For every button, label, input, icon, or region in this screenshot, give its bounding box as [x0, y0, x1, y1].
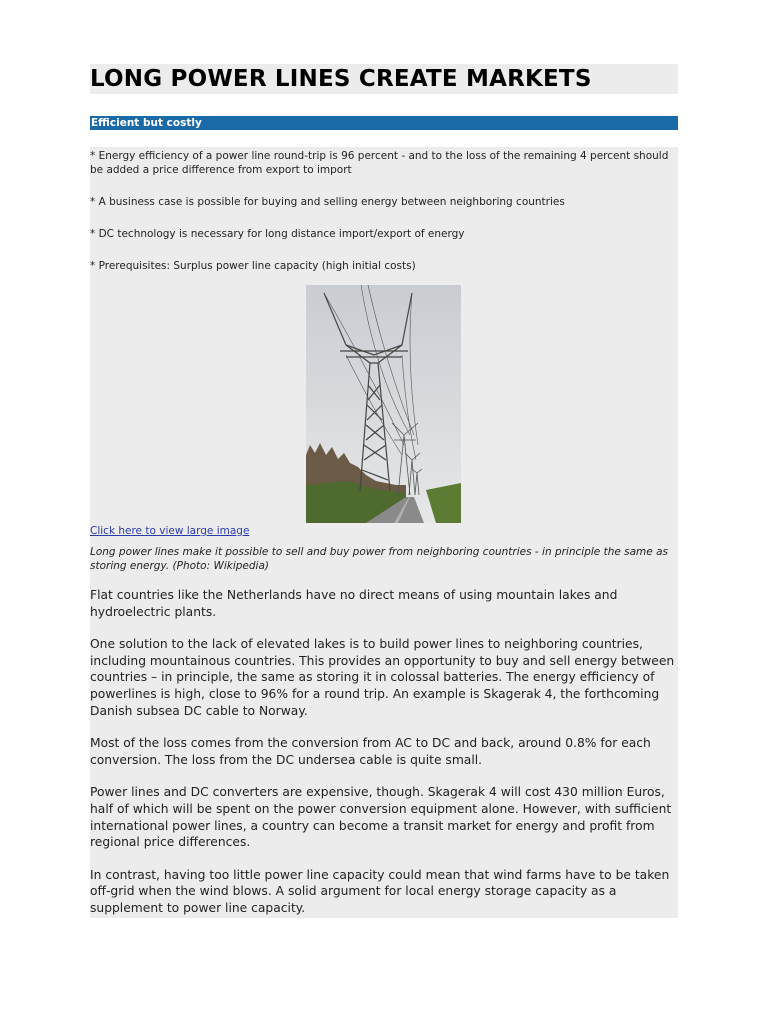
article-body: [90, 147, 678, 918]
section-heading: Efficient but costly: [90, 116, 678, 130]
bullet-prerequisites: * Prerequisites: Surplus power line capacity (high initial costs): [90, 260, 416, 272]
view-large-image-link[interactable]: Click here to view large image: [90, 525, 250, 537]
paragraph-5: In contrast, having too little power line capacity could mean that wind farms have to be taken off-grid when the wind blows. A solid argument for local energy storage capacity as a supplement to power line capacity.: [90, 867, 670, 915]
bullet-efficiency: * Energy efficiency of a power line round-trip is 96 percent - and to the loss of the remaining 4 percent should be added a price difference from export to import: [90, 150, 669, 176]
pylon-photo-icon: [306, 285, 461, 523]
paragraph-4: Power lines and DC converters are expensive, though. Skagerak 4 will cost 430 million Euros, half of which will be spent on the power conversion equipment alone. However, with sufficient international power lines, a country can become a transit market for energy and profit from regional price differences.: [90, 785, 672, 850]
photo-caption: Long power lines make it possible to sell and buy power from neighboring countries - in principle the same as storing energy. (Photo: Wikipedia): [90, 546, 668, 572]
article: [90, 64, 678, 918]
paragraph-3: Most of the loss comes from the conversion from AC to DC and back, around 0.8% for each conversion. The loss from the DC undersea cable is quite small.: [90, 736, 651, 767]
bullet-business-case: * A business case is possible for buying and selling energy between neighboring countries: [90, 196, 565, 208]
paragraph-1: Flat countries like the Netherlands have no direct means of using mountain lakes and hydroelectric plants.: [90, 588, 618, 619]
power-line-photo[interactable]: [306, 285, 461, 523]
paragraph-2: One solution to the lack of elevated lakes is to build power lines to neighboring countries, including mountainous countries. This provides an opportunity to buy and sell energy between countries – in principle, the same as storing it in colossal batteries. The energy efficiency of powerlines is high, close to 96% for a round trip. An example is Skagerak 4, the forthcoming Danish subsea DC cable to Norway.: [90, 637, 675, 718]
bullet-dc-technology: * DC technology is necessary for long distance import/export of energy: [90, 228, 465, 240]
page-title: LONG POWER LINES CREATE MARKETS: [90, 66, 592, 92]
title-band: [90, 64, 678, 94]
